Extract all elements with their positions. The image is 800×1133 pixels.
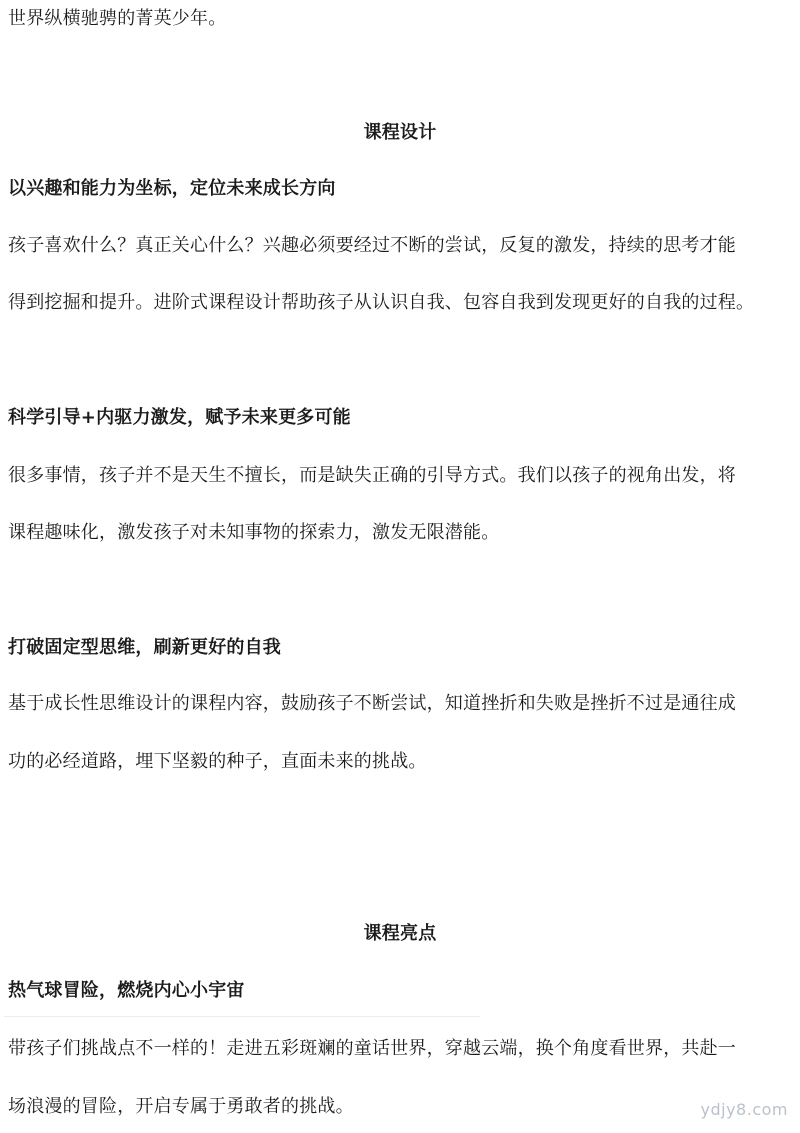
- intro-text-tail: 世界纵横驰骋的菁英少年。: [8, 8, 227, 29]
- highlight-section-1-heading: 热气球冒险，燃烧内心小宇宙: [8, 980, 245, 1001]
- course-design-title: 课程设计: [363, 122, 437, 143]
- watermark: ydjy8.com: [700, 1100, 788, 1119]
- design-section-1-line-1: 孩子喜欢什么？真正关心什么？兴趣必须要经过不断的尝试，反复的激发，持续的思考才能: [8, 235, 736, 256]
- design-section-1-line-2: 得到挖掘和提升。进阶式课程设计帮助孩子从认识自我、包容自我到发现更好的自我的过程。: [8, 292, 755, 313]
- design-section-1-heading: 以兴趣和能力为坐标，定位未来成长方向: [8, 178, 336, 199]
- design-section-2-line-1: 很多事情，孩子并不是天生不擅长，而是缺失正确的引导方式。我们以孩子的视角出发，将: [8, 465, 736, 486]
- design-section-3-line-1: 基于成长性思维设计的课程内容，鼓励孩子不断尝试，知道挫折和失败是挫折不过是通往成: [8, 693, 736, 714]
- design-section-3-heading: 打破固定型思维，刷新更好的自我: [8, 637, 281, 658]
- design-section-2-heading: 科学引导+内驱力激发，赋予未来更多可能: [8, 407, 351, 428]
- design-section-3-line-2: 功的必经道路，埋下坚毅的种子，直面未来的挑战。: [8, 751, 427, 772]
- course-highlights-title: 课程亮点: [363, 923, 437, 944]
- divider: [4, 1016, 480, 1017]
- highlight-section-1-line-2: 场浪漫的冒险，开启专属于勇敢者的挑战。: [8, 1096, 354, 1117]
- highlight-section-1-line-1: 带孩子们挑战点不一样的！走进五彩斑斓的童话世界，穿越云端，换个角度看世界，共赴一: [8, 1038, 736, 1059]
- design-section-2-line-2: 课程趣味化，激发孩子对未知事物的探索力，激发无限潜能。: [8, 522, 500, 543]
